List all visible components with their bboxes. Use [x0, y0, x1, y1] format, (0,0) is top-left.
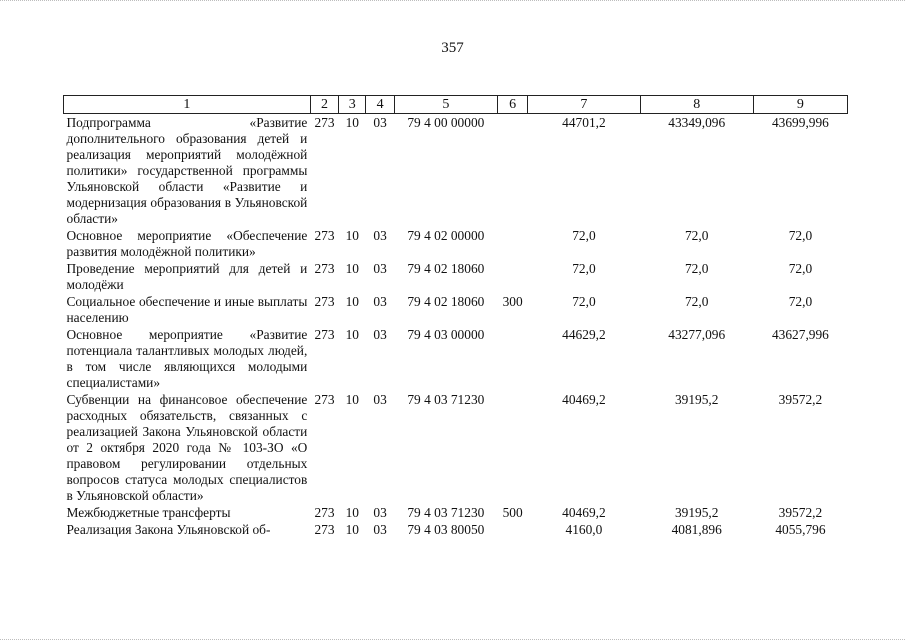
- table-row: [64, 260, 848, 293]
- cell-expense-type: [497, 326, 527, 391]
- cell-target-code: 79 4 02 18060: [407, 261, 485, 276]
- column-header: 5: [394, 96, 497, 114]
- cell-expense-type: [497, 227, 527, 260]
- cell-expense-type: [497, 391, 527, 504]
- column-header: 9: [753, 96, 847, 114]
- cell-admin-code: 273: [314, 294, 335, 309]
- cell-amount-2: 4081,896: [671, 522, 722, 537]
- cell-subsection: 03: [373, 294, 387, 309]
- cell-amount-1: 44701,2: [562, 115, 606, 130]
- cell-admin-code: 273: [314, 327, 335, 342]
- cell-amount-3: 72,0: [788, 294, 813, 309]
- cell-amount-1: 44629,2: [562, 327, 606, 342]
- row-name: Основное мероприятие «Развитие потенциала талантливых молодых людей, в том числе являющихся молодыми специалистами»: [66, 327, 308, 390]
- cell-amount-3: 39572,2: [778, 392, 823, 407]
- cell-section: 10: [345, 327, 359, 342]
- column-header: 6: [497, 96, 527, 114]
- cell-subsection: 03: [373, 505, 387, 520]
- cell-amount-1: 40469,2: [562, 505, 606, 520]
- cell-amount-1: 72,0: [572, 294, 596, 309]
- cell-section: 10: [345, 228, 359, 243]
- cell-subsection: 03: [373, 522, 387, 537]
- cell-expense-type: [497, 114, 527, 228]
- cell-admin-code: 273: [314, 392, 335, 407]
- cell-subsection: 03: [373, 228, 387, 243]
- table-row: [64, 391, 848, 504]
- budget-table: [63, 95, 848, 538]
- cell-admin-code: 273: [314, 261, 335, 276]
- table-row: [64, 326, 848, 391]
- cell-amount-2: 43349,096: [668, 115, 726, 130]
- cell-subsection: 03: [373, 327, 387, 342]
- row-name: Основное мероприятие «Обеспечение развития молодёжной политики»: [66, 228, 308, 259]
- cell-section: 10: [345, 522, 359, 537]
- cell-admin-code: 273: [314, 115, 335, 130]
- cell-amount-3: 4055,796: [775, 522, 826, 537]
- cell-admin-code: 273: [314, 228, 335, 243]
- cell-amount-3: 72,0: [788, 261, 813, 276]
- column-header: 4: [366, 96, 394, 114]
- cell-section: 10: [345, 115, 359, 130]
- cell-amount-1: 4160,0: [565, 522, 603, 537]
- table-row: [64, 504, 848, 521]
- page-number: 357: [441, 40, 464, 56]
- cell-target-code: 79 4 02 18060: [407, 294, 485, 309]
- cell-section: 10: [345, 505, 359, 520]
- cell-target-code: 79 4 03 71230: [407, 505, 485, 520]
- cell-amount-3: 43627,996: [771, 327, 829, 342]
- cell-expense-type: 500: [502, 505, 523, 520]
- row-name: Социальное обеспечение и иные выплаты населению: [66, 294, 308, 325]
- table-row: [64, 227, 848, 260]
- cell-target-code: 79 4 03 00000: [407, 327, 485, 342]
- cell-admin-code: 273: [314, 522, 335, 537]
- cell-amount-2: 72,0: [684, 294, 709, 309]
- cell-amount-1: 40469,2: [562, 392, 606, 407]
- cell-subsection: 03: [373, 261, 387, 276]
- header-row: [64, 96, 848, 114]
- row-name: Субвенции на финансовое обеспечение расходных обязательств, связанных с реализацией Закона Ульяновской области от 2 октября 2020 года № 103-ЗО «О правовом регулировании отдельных вопросов статуса молодых специалистов в Ульяновской области»: [66, 392, 308, 503]
- cell-target-code: 79 4 03 80050: [407, 522, 485, 537]
- cell-amount-1: 72,0: [572, 228, 596, 243]
- cell-admin-code: 273: [314, 505, 335, 520]
- cell-section: 10: [345, 294, 359, 309]
- cell-amount-2: 72,0: [684, 228, 709, 243]
- column-header: 8: [640, 96, 753, 114]
- cell-target-code: 79 4 02 00000: [407, 228, 485, 243]
- cell-target-code: 79 4 00 00000: [407, 115, 485, 130]
- cell-section: 10: [345, 261, 359, 276]
- column-header: 2: [310, 96, 338, 114]
- cell-target-code: 79 4 03 71230: [407, 392, 485, 407]
- table-row: [64, 293, 848, 326]
- table-row: [64, 521, 848, 538]
- cell-expense-type: 300: [502, 294, 523, 309]
- row-name: Подпрограмма «Развитие дополнительного образования детей и реализация мероприятий молодёжной политики» государственной программы Ульяновской области «Развитие и модернизация образования в Ульяновской области»: [66, 115, 308, 226]
- cell-amount-3: 72,0: [788, 228, 813, 243]
- row-name: Межбюджетные трансферты: [66, 505, 231, 520]
- cell-expense-type: [497, 260, 527, 293]
- cell-amount-1: 72,0: [572, 261, 596, 276]
- cell-amount-2: 43277,096: [668, 327, 726, 342]
- column-header: 7: [528, 96, 640, 114]
- cell-subsection: 03: [373, 392, 387, 407]
- cell-section: 10: [345, 392, 359, 407]
- cell-amount-2: 39195,2: [674, 505, 719, 520]
- cell-amount-2: 72,0: [684, 261, 709, 276]
- cell-subsection: 03: [373, 115, 387, 130]
- table-row: [64, 114, 848, 228]
- column-header: 3: [339, 96, 366, 114]
- cell-amount-3: 39572,2: [778, 505, 823, 520]
- cell-expense-type: [497, 521, 527, 538]
- column-header: 1: [64, 96, 311, 114]
- row-name: Реализация Закона Ульяновской об-: [66, 522, 271, 537]
- cell-amount-3: 43699,996: [771, 115, 829, 130]
- row-name: Проведение мероприятий для детей и молодёжи: [66, 261, 308, 292]
- cell-amount-2: 39195,2: [674, 392, 719, 407]
